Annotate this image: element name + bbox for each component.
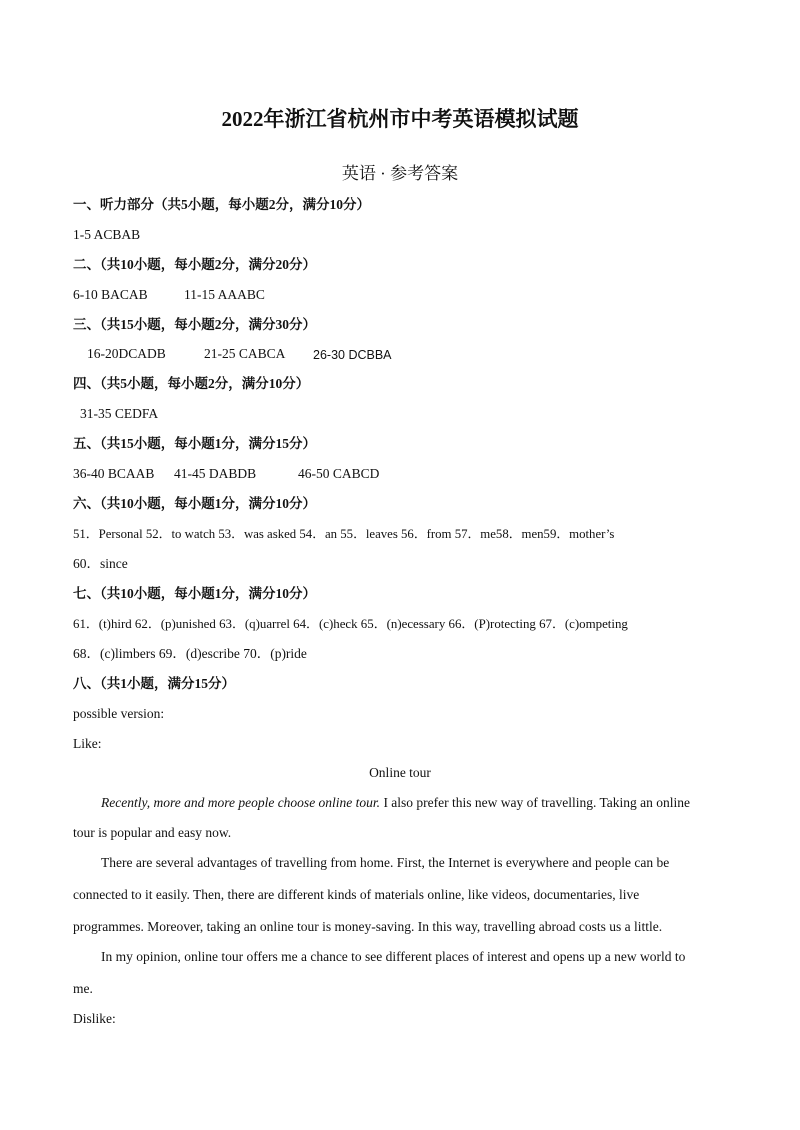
answer-line: 26-30 DCBBA [313, 348, 392, 362]
section-heading: 一、听力部分（共5小题，每小题2分，满分10分） [73, 197, 370, 212]
essay-line: programmes. Moreover, taking an online tour is money-saving. In this way, travelling abroad costs us a little. [73, 919, 663, 934]
answer-line: 21-25 CABCA [204, 346, 286, 361]
section-heading: 八、（共1小题，满分15分） [73, 676, 235, 691]
page-subtitle: 英语 · 参考答案 [341, 164, 459, 183]
answer-line: 11-15 AAABC [184, 287, 265, 302]
section-heading: 四、（共5小题，每小题2分，满分10分） [73, 376, 310, 391]
dislike-label: Dislike: [73, 1011, 116, 1026]
answer-line: 16-20DCADB [87, 346, 166, 361]
essay-line: tour is popular and easy now. [73, 825, 232, 840]
page-title: 2022年浙江省杭州市中考英语模拟试题 [221, 107, 579, 131]
answer-line: 46-50 CABCD [298, 466, 380, 481]
answer-line: 6-10 BACAB [73, 287, 148, 302]
answer-line: 41-45 DABDB [174, 466, 257, 481]
section-heading: 二、（共10小题，每小题2分，满分20分） [73, 257, 316, 272]
essay-paragraph-3: In my opinion, online tour offers me a chance to see different places of interest and opens up a new world to [101, 949, 686, 964]
essay-paragraph-2: There are several advantages of travelling from home. First, the Internet is everywhere and people can be [101, 855, 670, 870]
section-heading: 三、（共15小题，每小题2分，满分30分） [73, 317, 316, 332]
essay-intro: possible version: [73, 706, 165, 721]
answer-line: 61．(t)hird 62．(p)unished 63．(q)uarrel 64．(c)heck 65．(n)ecessary 66．(P)rotecting 67．(c)ompeting [73, 617, 628, 631]
essay-text: I also prefer this new way of travelling. Taking an online [380, 795, 691, 810]
answer-line: 36-40 BCAAB [73, 466, 155, 481]
section-heading: 七、（共10小题，每小题1分，满分10分） [73, 586, 316, 601]
essay-line: connected to it easily. Then, there are different kinds of materials online, like videos, documentaries, live [73, 887, 640, 902]
like-label: Like: [73, 736, 102, 751]
answer-line: 31-35 CEDFA [80, 406, 159, 421]
answer-line: 51．Personal 52．to watch 53．was asked 54．an 55．leaves 56．from 57．me58．men59．mother’s [73, 527, 615, 541]
answer-line: 1-5 ACBAB [73, 227, 141, 242]
section-heading: 五、（共15小题，每小题1分，满分15分） [73, 436, 316, 451]
section-heading: 六、（共10小题，每小题1分，满分10分） [73, 496, 316, 511]
answer-line: 68．(c)limbers 69．(d)escribe 70．(p)ride [73, 646, 307, 661]
essay-lead-sentence: Recently, more and more people choose online tour. [101, 795, 381, 810]
essay-paragraph-1 [101, 793, 690, 813]
essay-line: me. [73, 981, 93, 996]
essay-title: Online tour [369, 765, 431, 780]
answer-line: 60．since [73, 556, 128, 571]
